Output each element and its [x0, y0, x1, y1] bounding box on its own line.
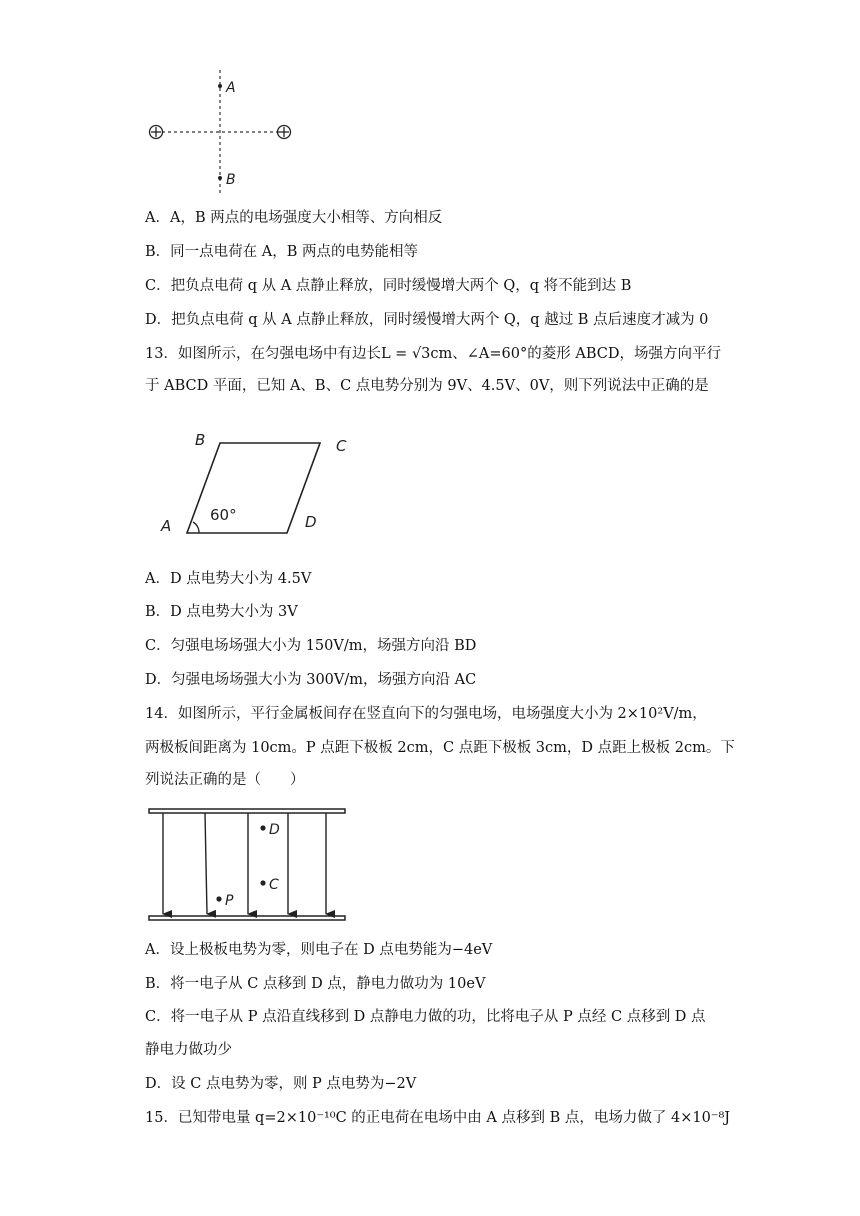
q12-option-c: C．把负点电荷 q 从 A 点静止释放，同时缓慢增大两个 Q，q 将不能到达 B [145, 278, 632, 294]
vertex-c-label: C [336, 437, 347, 455]
upper-plate [149, 809, 345, 813]
point-a-dot [218, 84, 222, 88]
q15-stem-line1: 15．已知带电量 q=2×10⁻¹⁰C 的正电荷在电场中由 A 点移到 B 点，电场力做了 4×10⁻⁸J [145, 1110, 731, 1126]
q13-option-c: C．匀强电场场强大小为 150V/m，场强方向沿 BD [145, 638, 477, 654]
point-p-dot [216, 896, 221, 901]
q12-option-a: A．A，B 两点的电场强度大小相等、方向相反 [145, 210, 443, 226]
q14-stem-line1: 14．如图所示，平行金属板间存在竖直向下的匀强电场，电场强度大小为 2×10²V/m， [145, 706, 707, 722]
lower-plate [149, 916, 345, 920]
q13-option-a: A．D 点电势大小为 4.5V [145, 571, 312, 587]
q13-rhombus-figure [155, 425, 365, 545]
point-b-label: B [226, 172, 236, 188]
q12-option-d: D．把负点电荷 q 从 A 点静止释放，同时缓慢增大两个 Q，q 越过 B 点后速度才减为 0 [145, 312, 709, 328]
point-d-dot [260, 825, 265, 830]
vertex-b-label: B [195, 431, 206, 449]
q12-figure [140, 66, 300, 200]
rhombus-shape [187, 443, 320, 533]
q14-stem-line3: 列说法正确的是（ ） [145, 772, 305, 788]
point-c-dot [260, 880, 265, 885]
q14-option-c-line2: 静电力做功少 [145, 1042, 232, 1058]
point-a-label: A [226, 80, 236, 96]
vertex-a-label: A [161, 517, 172, 535]
positive-charge-left-icon [150, 126, 163, 139]
field-lines [163, 813, 326, 914]
positive-charge-right-icon [278, 126, 291, 139]
q13-stem-line1: 13．如图所示，在匀强电场中有边长L = √3cm、∠A=60°的菱形 ABCD，场强方向平行 [145, 346, 721, 362]
q14-plates-figure [145, 803, 350, 928]
point-b-dot [218, 176, 222, 180]
q14-option-b: B．将一电子从 C 点移到 D 点，静电力做功为 10eV [145, 976, 486, 992]
q13-option-d: D．匀强电场场强大小为 300V/m，场强方向沿 AC [145, 672, 477, 688]
q14-option-a: A．设上极板电势为零，则电子在 D 点电势能为−4eV [145, 942, 493, 958]
q14-option-d: D．设 C 点电势为零，则 P 点电势为−2V [145, 1076, 417, 1092]
q14-option-c-line1: C．将一电子从 P 点沿直线移到 D 点静电力做的功，比将电子从 P 点经 C 点移到 D 点 [145, 1009, 706, 1025]
vertex-d-label: D [305, 513, 317, 531]
q13-stem-line2: 于 ABCD 平面，已知 A、B、C 点电势分别为 9V、4.5V、0V，则下列说法中正确的是 [145, 378, 709, 394]
q14-stem-line2: 两极板间距离为 10cm。P 点距下极板 2cm，C 点距下极板 3cm，D 点距上极板 2cm。下 [145, 740, 735, 756]
point-d-label: D [269, 822, 280, 838]
q13-option-b: B．D 点电势大小为 3V [145, 604, 298, 620]
angle-label: 60° [210, 506, 237, 524]
point-p-label: P [225, 893, 234, 909]
q12-option-b: B．同一点电荷在 A，B 两点的电势能相等 [145, 244, 418, 260]
angle-arc [193, 522, 199, 533]
point-c-label: C [269, 877, 279, 893]
